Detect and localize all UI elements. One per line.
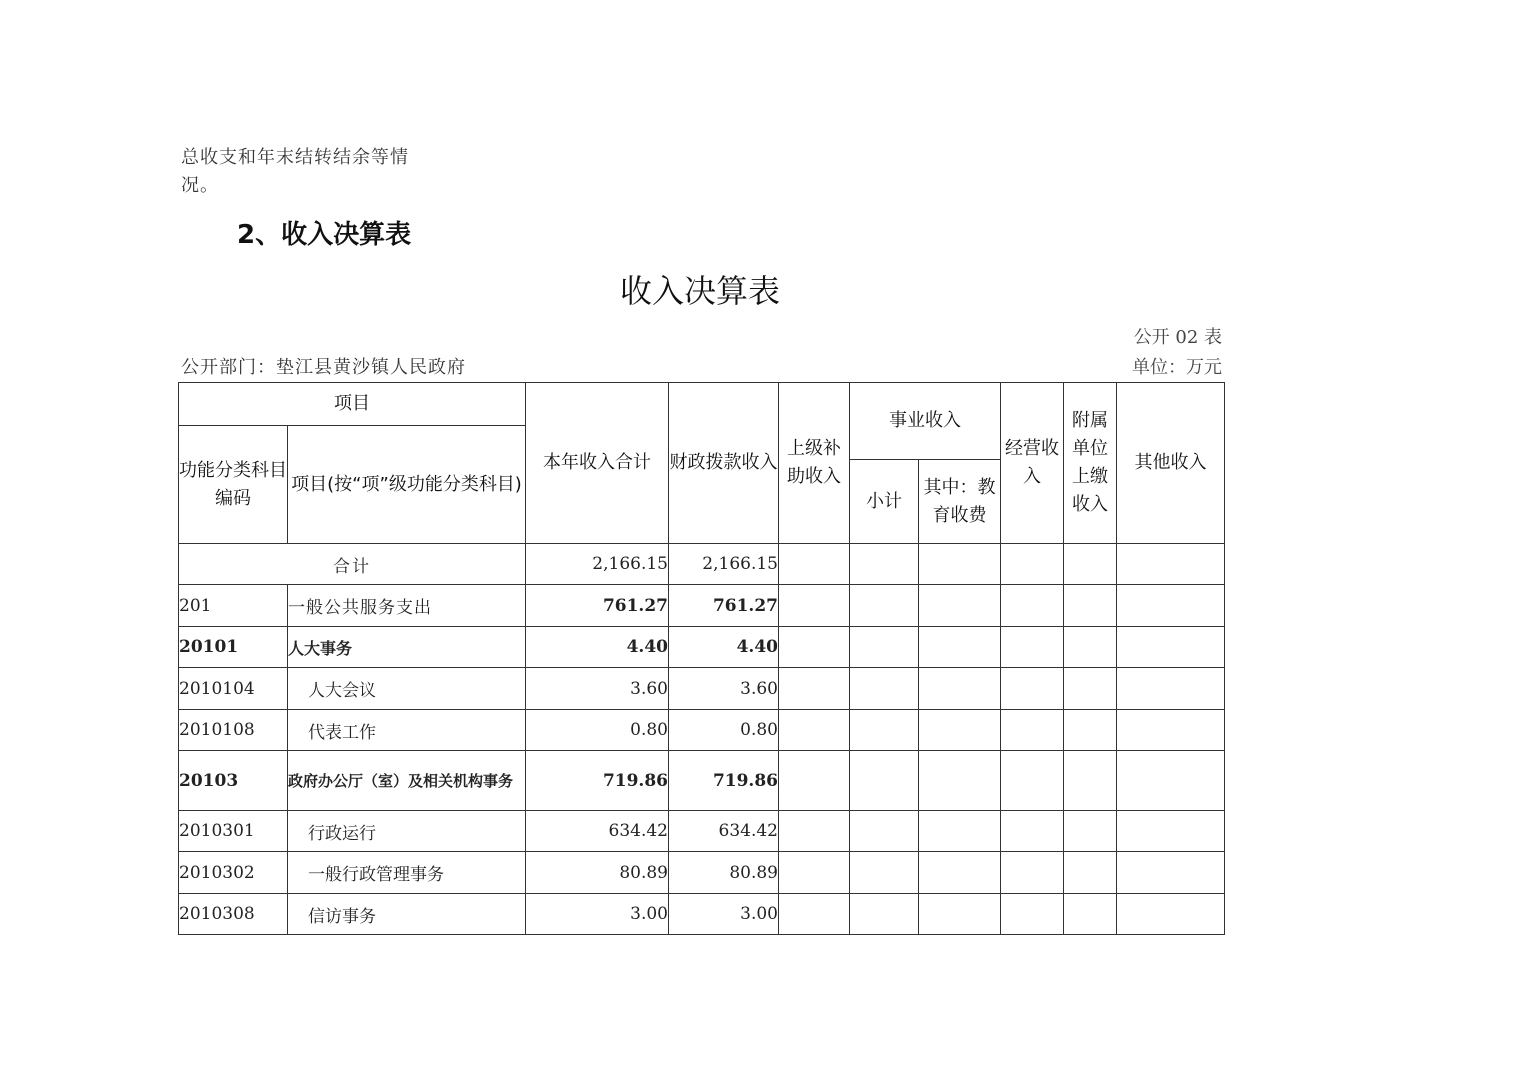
header-project: 项目 [179,383,526,426]
section-heading: 2、收入决算表 [237,220,412,250]
table-row [179,585,1225,627]
row-fiscal: 719.86 [669,751,779,811]
income-table [178,382,1225,935]
total-label: 合计 [179,544,526,585]
table-row [179,627,1225,668]
form-code: 公开 02 表 [1133,327,1222,348]
row-total: 4.40 [526,627,669,668]
header-item-name: 项目(按“项”级功能分类科目) [288,426,526,544]
row-fiscal: 4.40 [669,627,779,668]
row-fiscal: 80.89 [669,852,779,894]
row-total: 3.00 [526,894,669,935]
header-fiscal-income: 财政拨款收入 [669,383,779,544]
total-fiscal-value: 2,166.15 [669,544,779,585]
row-fiscal: 3.00 [669,894,779,935]
row-code: 2010301 [179,811,288,852]
table-row [179,668,1225,710]
row-total: 761.27 [526,585,669,627]
intro-line-1: 总收支和年末结转结余等情 [181,147,409,168]
header-other-income: 其他收入 [1117,383,1225,544]
unit-label: 单位：万元 [1132,357,1222,378]
row-name: 人大会议 [288,668,526,710]
row-total: 719.86 [526,751,669,811]
intro-paragraph [181,144,409,200]
table-row [179,852,1225,894]
row-total: 634.42 [526,811,669,852]
row-fiscal: 634.42 [669,811,779,852]
row-code: 20101 [179,627,288,668]
header-superior-subsidy: 上级补助收入 [779,383,850,544]
intro-line-2: 况。 [181,175,219,196]
row-name: 信访事务 [288,894,526,935]
row-total: 0.80 [526,710,669,751]
row-code: 201 [179,585,288,627]
row-fiscal: 0.80 [669,710,779,751]
row-code: 2010108 [179,710,288,751]
row-total: 3.60 [526,668,669,710]
total-row [179,544,1225,585]
row-fiscal: 761.27 [669,585,779,627]
total-income-value: 2,166.15 [526,544,669,585]
table-row [179,710,1225,751]
header-function-code: 功能分类科目编码 [179,426,288,544]
table-row [179,894,1225,935]
header-affiliated-income: 附属单位上缴收入 [1064,383,1117,544]
row-name: 一般公共服务支出 [288,585,526,627]
header-business-income: 事业收入 [850,383,1001,460]
row-total: 80.89 [526,852,669,894]
header-subtotal: 小计 [850,460,919,544]
row-code: 20103 [179,751,288,811]
row-code: 2010308 [179,894,288,935]
row-code: 2010302 [179,852,288,894]
header-edu-fee: 其中：教育收费 [919,460,1001,544]
row-name: 代表工作 [288,710,526,751]
row-fiscal: 3.60 [669,668,779,710]
row-name: 一般行政管理事务 [288,852,526,894]
header-operating-income: 经营收入 [1001,383,1064,544]
header-total-income: 本年收入合计 [526,383,669,544]
row-code: 2010104 [179,668,288,710]
table-title: 收入决算表 [619,272,780,310]
table-row [179,751,1225,811]
row-name: 政府办公厅（室）及相关机构事务 [288,751,526,811]
row-name: 行政运行 [288,811,526,852]
table-row [179,811,1225,852]
department-label: 公开部门：垫江县黄沙镇人民政府 [181,357,466,378]
row-name: 人大事务 [288,627,526,668]
